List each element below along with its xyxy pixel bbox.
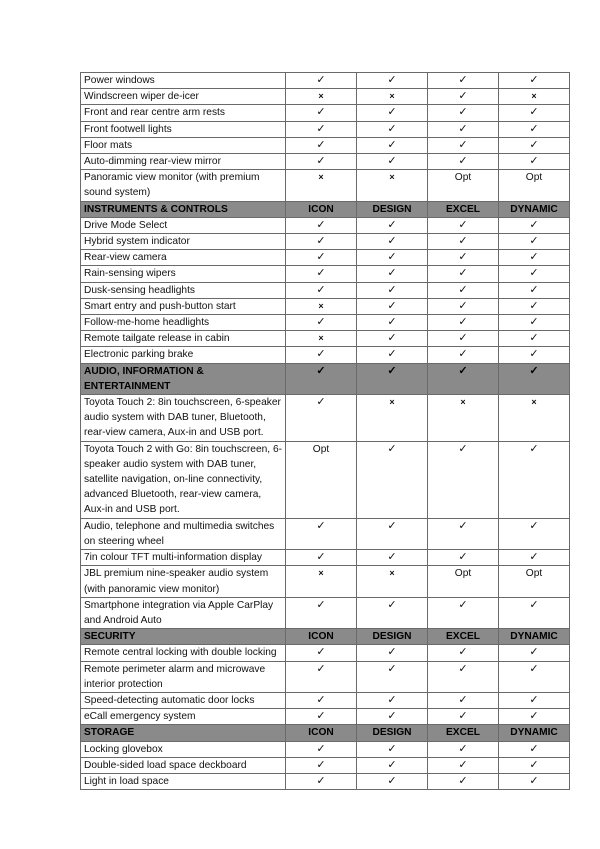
feature-name: Windscreen wiper de-icer (81, 89, 286, 105)
checkmark-icon: ✓ (499, 73, 570, 89)
checkmark-icon: ✓ (428, 137, 499, 153)
checkmark-icon: ✓ (286, 234, 357, 250)
feature-name: Hybrid system indicator (81, 234, 286, 250)
feature-row (81, 217, 570, 233)
trim-column-header: ICON (286, 725, 357, 741)
checkmark-icon: ✓ (357, 709, 428, 725)
checkmark-icon: ✓ (499, 518, 570, 549)
trim-column-header: DYNAMIC (499, 201, 570, 217)
feature-row (81, 234, 570, 250)
cross-icon: × (357, 395, 428, 442)
checkmark-icon: ✓ (357, 73, 428, 89)
checkmark-icon: ✓ (286, 709, 357, 725)
feature-name: Front footwell lights (81, 121, 286, 137)
cross-icon: × (286, 331, 357, 347)
checkmark-icon: ✓ (357, 692, 428, 708)
feature-name: Floor mats (81, 137, 286, 153)
feature-name: Smart entry and push-button start (81, 298, 286, 314)
checkmark-icon: ✓ (499, 773, 570, 789)
checkmark-icon: ✓ (499, 757, 570, 773)
checkmark-icon: ✓ (499, 282, 570, 298)
checkmark-icon: ✓ (286, 550, 357, 566)
feature-name: Audio, telephone and multimedia switches on steering wheel (81, 518, 286, 549)
checkmark-icon: ✓ (499, 597, 570, 628)
feature-row (81, 645, 570, 661)
cross-icon: × (428, 395, 499, 442)
checkmark-icon: ✓ (428, 217, 499, 233)
checkmark-icon: ✓ (357, 154, 428, 170)
feature-row (81, 757, 570, 773)
feature-name: eCall emergency system (81, 709, 286, 725)
checkmark-icon: ✓ (357, 331, 428, 347)
section-header-row (81, 725, 570, 741)
checkmark-icon: ✓ (428, 250, 499, 266)
checkmark-icon: ✓ (286, 661, 357, 692)
checkmark-icon: ✓ (428, 709, 499, 725)
checkmark-icon: ✓ (286, 645, 357, 661)
trim-column-header: EXCEL (428, 629, 499, 645)
feature-name: Locking glovebox (81, 741, 286, 757)
cross-icon: × (286, 89, 357, 105)
feature-row (81, 661, 570, 692)
checkmark-icon: ✓ (357, 550, 428, 566)
checkmark-icon: ✓ (357, 347, 428, 363)
option-value: Opt (428, 566, 499, 597)
checkmark-icon: ✓ (499, 121, 570, 137)
checkmark-icon: ✓ (499, 137, 570, 153)
checkmark-icon: ✓ (286, 217, 357, 233)
section-title: INSTRUMENTS & CONTROLS (81, 201, 286, 217)
checkmark-icon: ✓ (286, 741, 357, 757)
checkmark-icon: ✓ (499, 250, 570, 266)
checkmark-icon: ✓ (286, 692, 357, 708)
checkmark-icon: ✓ (499, 105, 570, 121)
checkmark-icon: ✓ (357, 315, 428, 331)
feature-name: Follow-me-home headlights (81, 315, 286, 331)
feature-name: Front and rear centre arm rests (81, 105, 286, 121)
feature-row (81, 597, 570, 628)
checkmark-icon: ✓ (428, 645, 499, 661)
checkmark-icon: ✓ (428, 757, 499, 773)
feature-row (81, 73, 570, 89)
checkmark-icon: ✓ (357, 217, 428, 233)
checkmark-icon: ✓ (499, 661, 570, 692)
trim-column-header: DESIGN (357, 201, 428, 217)
feature-name: Smartphone integration via Apple CarPlay and Android Auto (81, 597, 286, 628)
feature-name: Remote tailgate release in cabin (81, 331, 286, 347)
feature-row (81, 170, 570, 201)
feature-row (81, 347, 570, 363)
trim-column-header: DYNAMIC (499, 629, 570, 645)
checkmark-icon: ✓ (357, 282, 428, 298)
checkmark-icon: ✓ (499, 347, 570, 363)
checkmark-icon: ✓ (286, 73, 357, 89)
checkmark-icon: ✓ (286, 121, 357, 137)
checkmark-icon: ✓ (428, 741, 499, 757)
checkmark-icon: ✓ (428, 347, 499, 363)
trim-column-header: DESIGN (357, 629, 428, 645)
feature-name: Dusk-sensing headlights (81, 282, 286, 298)
checkmark-icon: ✓ (357, 757, 428, 773)
option-value: Opt (286, 441, 357, 518)
trim-column-header: EXCEL (428, 201, 499, 217)
feature-row (81, 137, 570, 153)
checkmark-icon: ✓ (357, 234, 428, 250)
checkmark-icon: ✓ (357, 518, 428, 549)
checkmark-icon: ✓ (499, 363, 570, 394)
checkmark-icon: ✓ (499, 709, 570, 725)
checkmark-icon: ✓ (499, 645, 570, 661)
checkmark-icon: ✓ (357, 121, 428, 137)
checkmark-icon: ✓ (286, 773, 357, 789)
checkmark-icon: ✓ (357, 298, 428, 314)
checkmark-icon: ✓ (286, 597, 357, 628)
feature-row (81, 105, 570, 121)
checkmark-icon: ✓ (286, 757, 357, 773)
checkmark-icon: ✓ (428, 441, 499, 518)
checkmark-icon: ✓ (286, 395, 357, 442)
cross-icon: × (357, 170, 428, 201)
feature-name: Remote central locking with double locking (81, 645, 286, 661)
spec-table (80, 72, 570, 790)
section-title: STORAGE (81, 725, 286, 741)
feature-name: Electronic parking brake (81, 347, 286, 363)
cross-icon: × (357, 566, 428, 597)
checkmark-icon: ✓ (499, 550, 570, 566)
checkmark-icon: ✓ (357, 137, 428, 153)
checkmark-icon: ✓ (499, 741, 570, 757)
checkmark-icon: ✓ (286, 266, 357, 282)
feature-row (81, 89, 570, 105)
feature-name: Toyota Touch 2: 8in touchscreen, 6-speaker audio system with DAB tuner, Bluetooth, rear-view camera, Aux-in and USB port. (81, 395, 286, 442)
checkmark-icon: ✓ (286, 315, 357, 331)
checkmark-icon: ✓ (286, 363, 357, 394)
section-header-row (81, 629, 570, 645)
feature-name: Toyota Touch 2 with Go: 8in touchscreen, 6-speaker audio system with DAB tuner, satellite navigation, on-line connectivity, advanced Bluetooth, rear-view camera, Aux-in and USB port. (81, 441, 286, 518)
checkmark-icon: ✓ (357, 645, 428, 661)
feature-name: Auto-dimming rear-view mirror (81, 154, 286, 170)
section-title: SECURITY (81, 629, 286, 645)
checkmark-icon: ✓ (286, 250, 357, 266)
checkmark-icon: ✓ (428, 363, 499, 394)
checkmark-icon: ✓ (286, 347, 357, 363)
feature-row (81, 550, 570, 566)
checkmark-icon: ✓ (286, 282, 357, 298)
feature-row (81, 741, 570, 757)
feature-row (81, 250, 570, 266)
checkmark-icon: ✓ (357, 597, 428, 628)
checkmark-icon: ✓ (357, 266, 428, 282)
feature-name: Power windows (81, 73, 286, 89)
feature-name: Panoramic view monitor (with premium sound system) (81, 170, 286, 201)
feature-row (81, 315, 570, 331)
cross-icon: × (499, 395, 570, 442)
feature-row (81, 518, 570, 549)
checkmark-icon: ✓ (499, 315, 570, 331)
feature-row (81, 282, 570, 298)
cross-icon: × (357, 89, 428, 105)
feature-row (81, 692, 570, 708)
checkmark-icon: ✓ (357, 441, 428, 518)
feature-name: Drive Mode Select (81, 217, 286, 233)
feature-row (81, 566, 570, 597)
feature-row (81, 331, 570, 347)
checkmark-icon: ✓ (428, 282, 499, 298)
cross-icon: × (286, 298, 357, 314)
trim-column-header: ICON (286, 629, 357, 645)
checkmark-icon: ✓ (428, 121, 499, 137)
checkmark-icon: ✓ (499, 234, 570, 250)
feature-name: Rear-view camera (81, 250, 286, 266)
checkmark-icon: ✓ (428, 331, 499, 347)
feature-name: Double-sided load space deckboard (81, 757, 286, 773)
cross-icon: × (499, 89, 570, 105)
feature-name: 7in colour TFT multi-information display (81, 550, 286, 566)
feature-name: JBL premium nine-speaker audio system (with panoramic view monitor) (81, 566, 286, 597)
section-header-row (81, 201, 570, 217)
checkmark-icon: ✓ (357, 250, 428, 266)
checkmark-icon: ✓ (286, 105, 357, 121)
feature-row (81, 154, 570, 170)
trim-column-header: EXCEL (428, 725, 499, 741)
checkmark-icon: ✓ (428, 550, 499, 566)
option-value: Opt (499, 566, 570, 597)
checkmark-icon: ✓ (428, 315, 499, 331)
checkmark-icon: ✓ (357, 363, 428, 394)
checkmark-icon: ✓ (499, 217, 570, 233)
feature-name: Light in load space (81, 773, 286, 789)
checkmark-icon: ✓ (357, 741, 428, 757)
trim-column-header: DYNAMIC (499, 725, 570, 741)
feature-row (81, 773, 570, 789)
feature-name: Remote perimeter alarm and microwave interior protection (81, 661, 286, 692)
checkmark-icon: ✓ (428, 773, 499, 789)
checkmark-icon: ✓ (428, 597, 499, 628)
checkmark-icon: ✓ (357, 661, 428, 692)
feature-row (81, 395, 570, 442)
checkmark-icon: ✓ (357, 773, 428, 789)
checkmark-icon: ✓ (499, 298, 570, 314)
checkmark-icon: ✓ (428, 234, 499, 250)
checkmark-icon: ✓ (428, 73, 499, 89)
checkmark-icon: ✓ (428, 661, 499, 692)
feature-name: Speed-detecting automatic door locks (81, 692, 286, 708)
feature-row (81, 709, 570, 725)
feature-row (81, 298, 570, 314)
checkmark-icon: ✓ (499, 692, 570, 708)
cross-icon: × (286, 170, 357, 201)
feature-row (81, 441, 570, 518)
checkmark-icon: ✓ (499, 266, 570, 282)
checkmark-icon: ✓ (428, 692, 499, 708)
spec-table-body (81, 73, 570, 790)
checkmark-icon: ✓ (499, 331, 570, 347)
checkmark-icon: ✓ (428, 518, 499, 549)
option-value: Opt (499, 170, 570, 201)
checkmark-icon: ✓ (286, 137, 357, 153)
section-title: AUDIO, INFORMATION & ENTERTAINMENT (81, 363, 286, 394)
checkmark-icon: ✓ (357, 105, 428, 121)
section-header-row (81, 363, 570, 394)
checkmark-icon: ✓ (428, 89, 499, 105)
checkmark-icon: ✓ (286, 518, 357, 549)
feature-row (81, 121, 570, 137)
trim-column-header: ICON (286, 201, 357, 217)
checkmark-icon: ✓ (499, 154, 570, 170)
cross-icon: × (286, 566, 357, 597)
checkmark-icon: ✓ (428, 154, 499, 170)
trim-column-header: DESIGN (357, 725, 428, 741)
feature-row (81, 266, 570, 282)
checkmark-icon: ✓ (499, 441, 570, 518)
option-value: Opt (428, 170, 499, 201)
feature-name: Rain-sensing wipers (81, 266, 286, 282)
checkmark-icon: ✓ (428, 298, 499, 314)
checkmark-icon: ✓ (428, 105, 499, 121)
checkmark-icon: ✓ (286, 154, 357, 170)
checkmark-icon: ✓ (428, 266, 499, 282)
